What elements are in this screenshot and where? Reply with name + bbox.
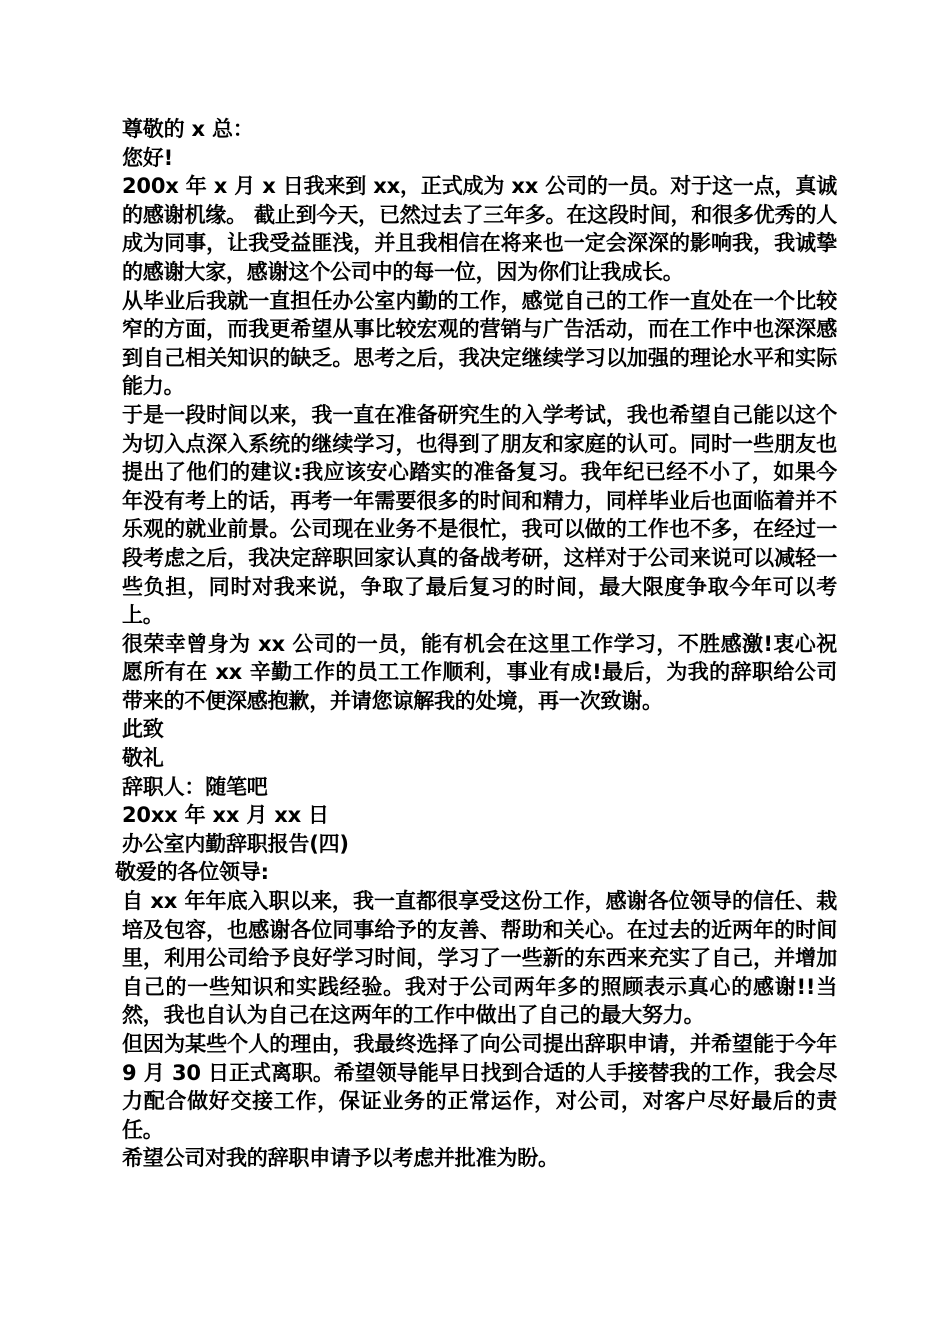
greeting: 您好!	[122, 145, 173, 170]
signer: 辞职人：随笔吧	[122, 774, 268, 799]
closing-line: 敬礼	[122, 746, 164, 771]
paragraph: 从毕业后我就一直担任办公室内勤的工作，感觉自己的工作一直处在一个比较窄的方面，而我更希望从事比较宏观的营销与广告活动，而在工作中也深深感到自己相关知识的缺乏。思考之后，我决定继续学习以加强的理论水平和实际能力。	[122, 288, 837, 399]
closing-line: 此致	[122, 717, 164, 742]
paragraph: 于是一段时间以来，我一直在准备研究生的入学考试，我也希望自己能以这个为切入点深入系统的继续学习，也得到了朋友和家庭的认可。同时一些朋友也提出了他们的建议:我应该安心踏实的准备复习。我年纪已经不小了，如果今年没有考上的话，再考一年需要很多的时间和精力，同样毕业后也面临着并不乐观的就业前景。公司现在业务不是很忙，我可以做的工作也不多，在经过一段考虑之后，我决定辞职回家认真的备战考研，这样对于公司来说可以减轻一些负担，同时对我来说，争取了最后复习的时间，最大限度争取今年可以考上。	[122, 402, 837, 628]
paragraph: 希望公司对我的辞职申请予以考虑并批准为盼。	[122, 1146, 559, 1171]
section-heading: 办公室内勤辞职报告(四)	[122, 831, 349, 856]
paragraph: 很荣幸曾身为 xx 公司的一员，能有机会在这里工作学习，不胜感激!衷心祝愿所有在 xx 辛勤工作的员工工作顺利，事业有成!最后，为我的辞职给公司带来的不便深感抱歉，并请您谅解我的处境，再一次致谢。	[122, 631, 837, 713]
paragraph: 但因为某些个人的理由，我最终选择了向公司提出辞职申请，并希望能于今年 9 月 30 日正式离职。希望领导能早日找到合适的人手接替我的工作，我会尽力配合做好交接工作，保证业务的正常运作，对公司，对客户尽好最后的责任。	[122, 1032, 837, 1142]
document-page	[115, 115, 837, 1173]
salutation: 敬爱的各位领导:	[115, 860, 269, 885]
paragraph: 自 xx 年年底入职以来，我一直都很享受这份工作，感谢各位领导的信任、栽培及包容，也感谢各位同事给予的友善、帮助和关心。在过去的近两年的时间里，利用公司给予良好学习时间，学习了一些新的东西来充实了自己，并增加自己的一些知识和实践经验。我对于公司两年多的照顾表示真心的感谢!!当然，我也自认为自己在这两年的工作中做出了自己的最大努力。	[122, 889, 837, 1028]
salutation: 尊敬的 x 总：	[122, 117, 254, 141]
date: 20xx 年 xx 月 xx 日	[122, 803, 329, 828]
paragraph: 200x 年 x 月 x 日我来到 xx，正式成为 xx 公司的一员。对于这一点，真诚的感谢机缘。 截止到今天，已然过去了三年多。在这段时间，和很多优秀的人成为同事，让我受益匪浅，并且我相信在将来也一定会深深的影响我，我诚挚的感谢大家，感谢这个公司中的每一位，因为你们让我成长。	[122, 174, 837, 284]
